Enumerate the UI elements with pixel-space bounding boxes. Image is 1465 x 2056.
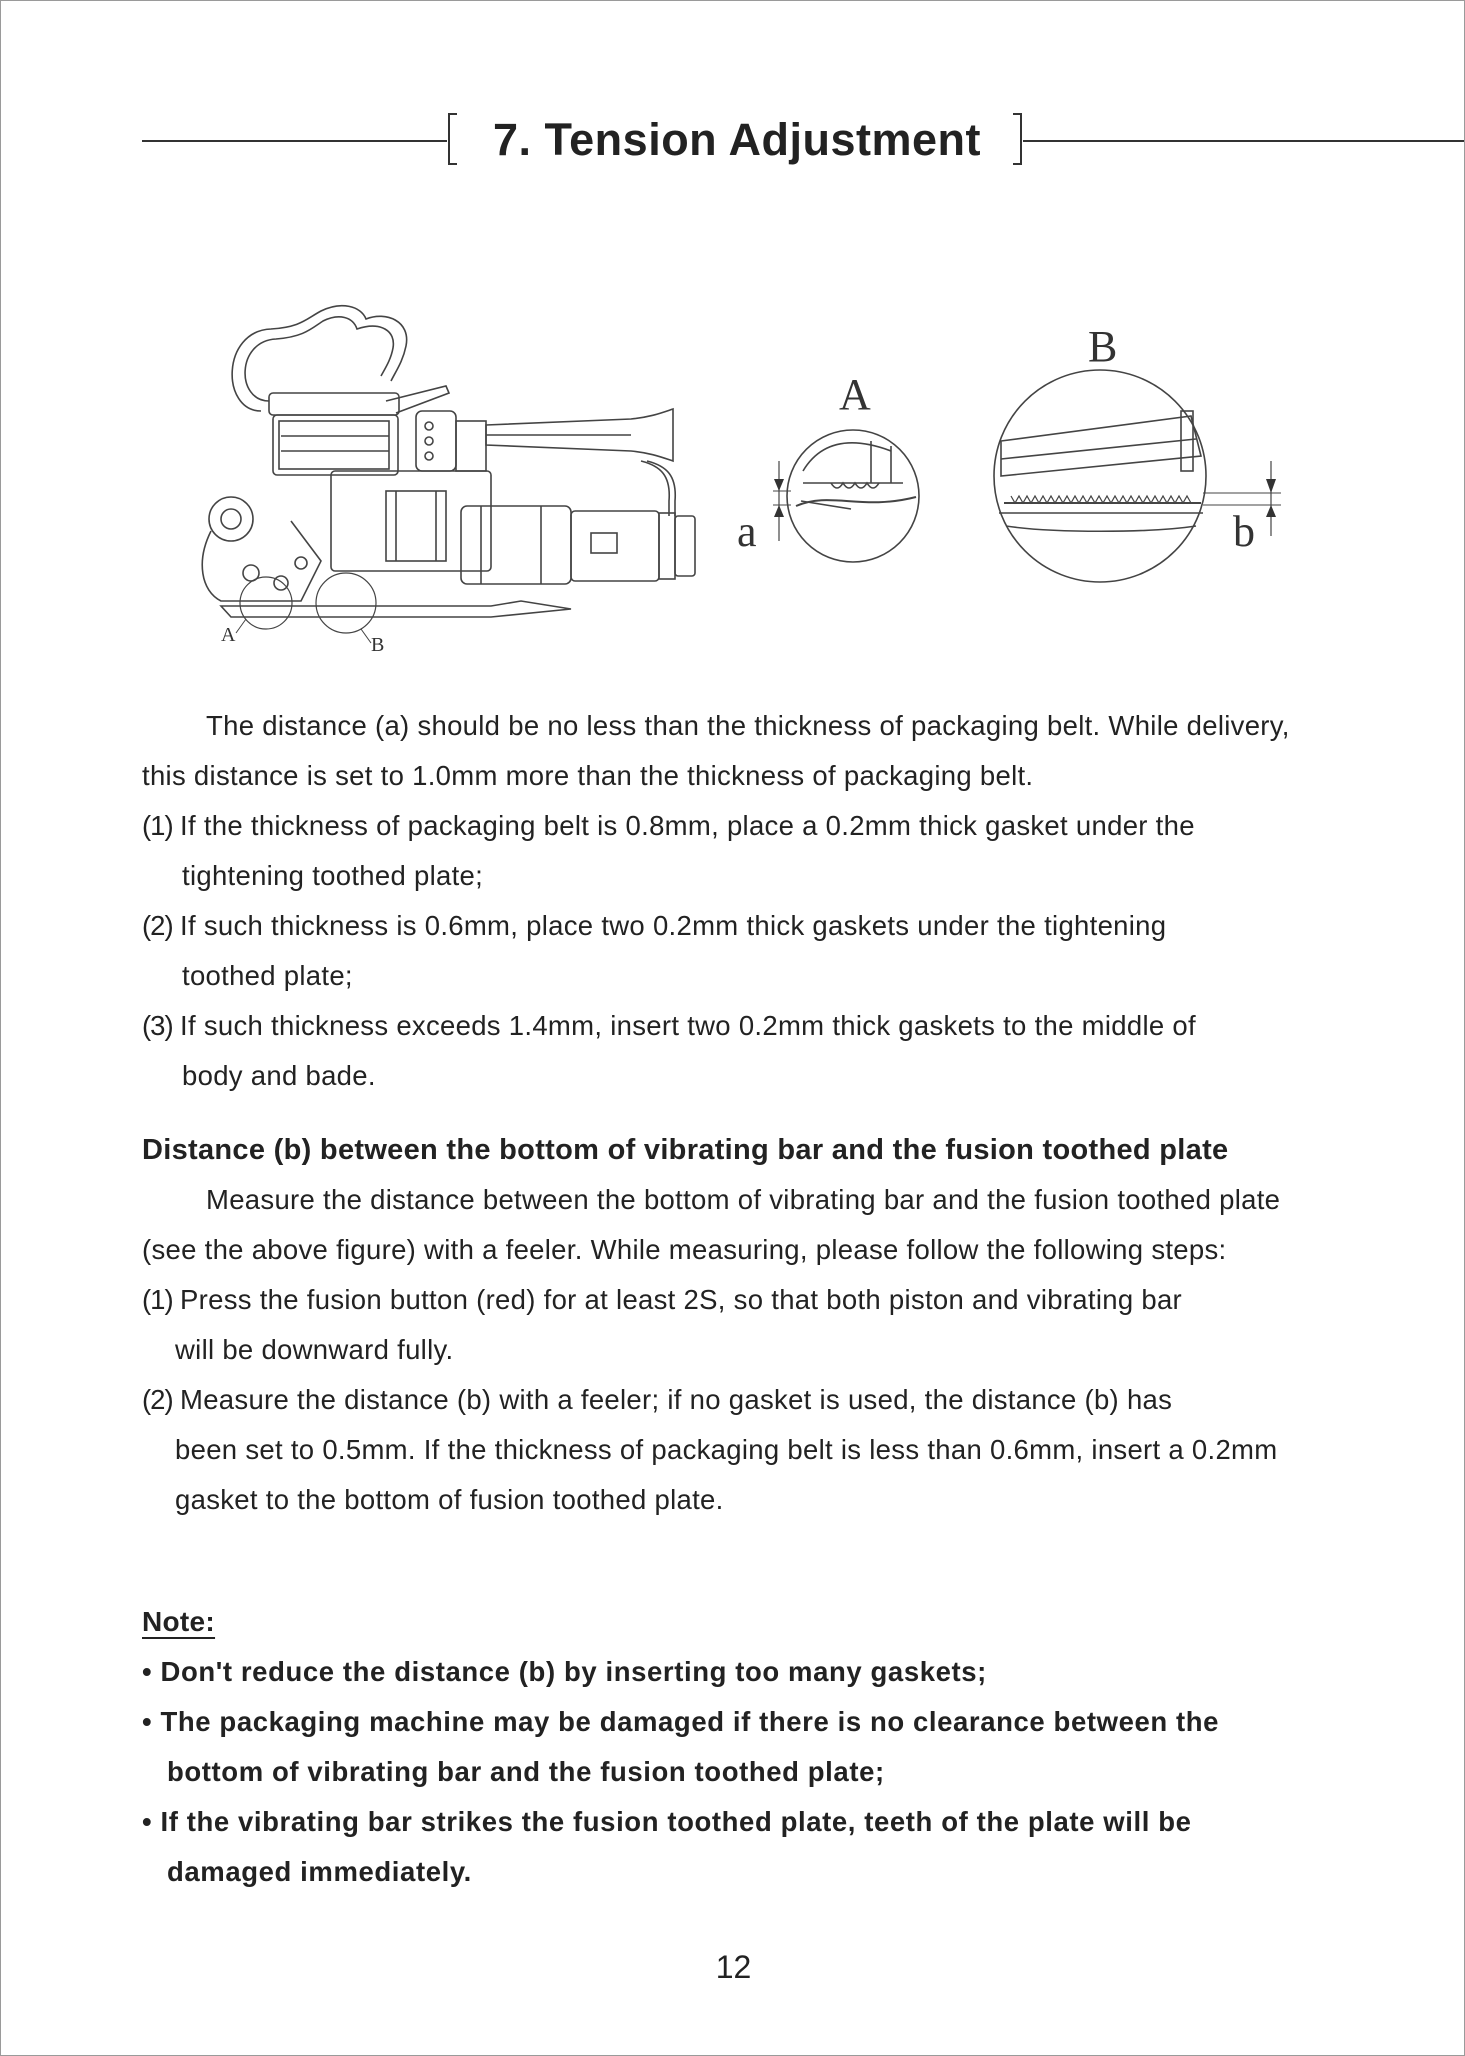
list-text-cont: body and bade. bbox=[182, 1060, 376, 1091]
page-number: 12 bbox=[715, 1949, 752, 1985]
section-title-row bbox=[142, 109, 1324, 171]
tension-text-block bbox=[142, 701, 1332, 1101]
step-item bbox=[142, 1275, 1332, 1375]
title-bracket-right bbox=[1013, 113, 1022, 165]
note-block bbox=[142, 1597, 1332, 1897]
list-text: If the thickness of packaging belt is 0.8mm, place a 0.2mm thick gasket under the bbox=[180, 810, 1195, 841]
machine-illustration bbox=[202, 306, 695, 656]
step-text: Measure the distance (b) with a feeler; if no gasket is used, the distance (b) has bbox=[180, 1384, 1173, 1415]
step-number: (1) bbox=[142, 1284, 173, 1315]
intro-paragraph: The distance (a) should be no less than the thickness of packaging belt. While delivery, this distance is set to 1.0mm more than the thickness of packaging belt. bbox=[142, 710, 1290, 791]
label-A-small: A bbox=[221, 624, 236, 646]
list-text-cont: toothed plate; bbox=[182, 960, 353, 991]
step-number: (2) bbox=[142, 1384, 173, 1415]
note-text: Don't reduce the distance (b) by inserting too many gaskets; bbox=[160, 1656, 987, 1687]
list-number: (3) bbox=[142, 1010, 173, 1041]
step-text-cont: will be downward fully. bbox=[175, 1334, 454, 1365]
note-text: If the vibrating bar strikes the fusion toothed plate, teeth of the plate will be bbox=[160, 1806, 1192, 1837]
list-item bbox=[142, 901, 1332, 1001]
list-number: (1) bbox=[142, 810, 173, 841]
title-bracket-left bbox=[448, 113, 457, 165]
list-item bbox=[142, 801, 1332, 901]
step-item bbox=[142, 1375, 1332, 1525]
label-A: A bbox=[839, 370, 871, 419]
note-text-cont: damaged immediately. bbox=[167, 1856, 472, 1887]
bullet-icon: • bbox=[142, 1656, 153, 1687]
list-text-cont: tightening toothed plate; bbox=[182, 860, 484, 891]
step-text: Press the fusion button (red) for at least 2S, so that both piston and vibrating bar bbox=[180, 1284, 1183, 1315]
bullet-icon: • bbox=[142, 1806, 153, 1837]
page-title: 7. Tension Adjustment bbox=[492, 114, 982, 165]
detail-a-circle bbox=[737, 370, 919, 562]
distance-b-block bbox=[142, 1125, 1332, 1525]
bullet-icon: • bbox=[142, 1706, 153, 1737]
list-item bbox=[142, 1001, 1332, 1101]
note-text-cont: bottom of vibrating bar and the fusion toothed plate; bbox=[167, 1756, 885, 1787]
list-number: (2) bbox=[142, 910, 173, 941]
note-item bbox=[142, 1797, 1332, 1897]
list-text: If such thickness exceeds 1.4mm, insert two 0.2mm thick gaskets to the middle of bbox=[180, 1010, 1196, 1041]
step-text-cont: been set to 0.5mm. If the thickness of packaging belt is less than 0.6mm, insert a 0.2mm gasket to the bottom of fusion toothed plate. bbox=[175, 1434, 1278, 1515]
label-B: B bbox=[1088, 322, 1118, 371]
section-intro: Measure the distance between the bottom of vibrating bar and the fusion toothed plate (see the above figure) with a feeler. While measuring, please follow the following steps: bbox=[142, 1184, 1281, 1265]
label-B-small: B bbox=[371, 634, 385, 656]
note-item bbox=[142, 1697, 1332, 1797]
detail-b-circle bbox=[994, 322, 1281, 582]
list-text: If such thickness is 0.6mm, place two 0.2mm thick gaskets under the tightening bbox=[180, 910, 1167, 941]
tension-diagram bbox=[191, 301, 1311, 661]
note-text: The packaging machine may be damaged if there is no clearance between the bbox=[160, 1706, 1220, 1737]
note-item bbox=[142, 1647, 1332, 1697]
title-rule-right bbox=[1023, 140, 1464, 142]
title-rule-left bbox=[142, 140, 447, 142]
label-a: a bbox=[737, 507, 757, 556]
section-heading: Distance (b) between the bottom of vibrating bar and the fusion toothed plate bbox=[142, 1134, 1229, 1166]
note-title: Note: bbox=[142, 1606, 216, 1637]
label-b: b bbox=[1233, 507, 1255, 556]
